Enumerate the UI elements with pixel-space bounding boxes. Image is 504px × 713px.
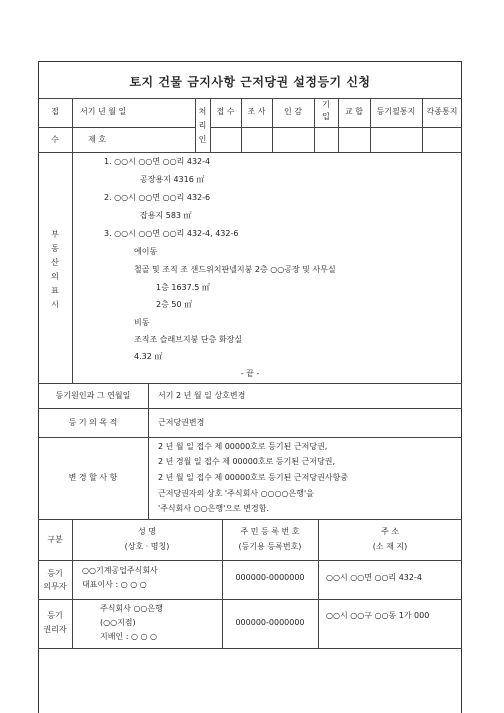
property-label-1: 부 <box>51 230 59 239</box>
rule <box>38 560 462 561</box>
property-line: 비동 <box>134 318 150 327</box>
obligee-label-2: 권리자 <box>43 625 67 634</box>
rule <box>210 98 211 152</box>
rule <box>72 152 73 383</box>
col-addr-1: 주 소 <box>381 527 399 536</box>
rule <box>38 383 462 384</box>
obligee-branch: (○○지점) <box>100 618 136 627</box>
rule <box>38 98 462 99</box>
property-line: 2. ○○시 ○○면 ○○리 432-6 <box>104 193 211 202</box>
rule <box>370 98 371 152</box>
obligor-name: ○○기계공업주식회사 <box>82 566 158 575</box>
header-completion-notice: 등기필통지 <box>376 107 416 116</box>
obligor-label-1: 등기 <box>47 569 63 578</box>
obligor-representative: 대표이사 : ○ ○ ○ <box>82 580 147 589</box>
obligee-manager: 지배인 : ○ ○ ○ <box>100 632 157 641</box>
rule <box>338 98 339 152</box>
col-id-1: 주 민 등 록 번 호 <box>240 527 300 536</box>
changes-line: '주식회사 ○○은행'으로 변경함. <box>158 504 269 513</box>
rule <box>222 519 223 648</box>
header-receipt: 접 수 <box>216 107 235 116</box>
cause-label: 등기원인과 그 연월일 <box>55 391 131 400</box>
purpose-value: 근저당권변경 <box>158 418 205 427</box>
processing-label-1: 처 <box>198 107 207 116</box>
purpose-label: 등 기 의 목 적 <box>68 418 118 427</box>
changes-line: 2 년 경월 일 접수 제 00000호로 등기된 근저당권, <box>158 457 336 466</box>
reception-label-bottom: 수 <box>51 135 59 144</box>
property-line: 에이동 <box>134 247 158 256</box>
col-name-2: (상호 · 명칭) <box>124 542 170 551</box>
form-title: 토지 건물 금지사항 근저당권 설정등기 신청 <box>129 75 371 89</box>
rule <box>38 648 462 649</box>
property-label-5: 표 <box>51 286 59 295</box>
rule <box>38 408 462 409</box>
property-line: 철골 및 조직 조 샌드위치판넬지붕 2층 ○○공장 및 사무실 <box>134 265 336 274</box>
rule <box>72 98 73 152</box>
obligee-name: 주식회사 ○○은행 <box>100 604 163 613</box>
processing-label-2: 리 <box>198 121 207 130</box>
header-entry-1: 기 <box>322 100 330 109</box>
reception-number: 제 호 <box>88 135 106 144</box>
changes-label: 변 경 할 사 항 <box>68 473 118 482</box>
rule <box>38 127 195 128</box>
cause-value: 서기 2 년 월 일 상호변경 <box>158 391 246 400</box>
property-line: 2층 50 ㎡ <box>156 300 193 309</box>
reception-label-top: 접 <box>51 107 59 116</box>
property-end-mark: - 끝 - <box>240 369 260 378</box>
header-entry-2: 입 <box>322 112 330 121</box>
obligee-label-1: 등기 <box>47 611 63 620</box>
obligor-label-2: 의무자 <box>43 582 67 591</box>
obligee-address: ○○시 ○○구 ○○동 1가 000 <box>326 611 430 620</box>
obligor-id: 000000-0000000 <box>235 573 305 582</box>
property-line: 조직조 슬래브지붕 단층 화장실 <box>134 335 243 344</box>
property-label-2: 동 <box>51 244 59 253</box>
rule <box>272 98 273 152</box>
reception-date: 서기 년 월 일 <box>80 107 127 116</box>
parties-header-label: 구분 <box>47 535 63 544</box>
property-line: 4.32 ㎡ <box>134 352 163 361</box>
rule <box>38 152 462 153</box>
property-label-4: 의 <box>51 272 59 281</box>
property-line: 1층 1637.5 ㎡ <box>156 283 210 292</box>
header-various-notice: 각종통지 <box>426 107 458 116</box>
changes-line: 2 년 월 일 접수 제 00000호로 등기된 근저당권, <box>158 442 328 451</box>
changes-line: 2 년 월 일 접수 제 00000호로 등기된 근저당권사항중 <box>158 473 348 482</box>
rule <box>72 519 73 648</box>
changes-line: 근저당권자의 상호 '주식회사 ○○○○은행'을 <box>158 489 314 498</box>
header-seal: 인 감 <box>284 107 302 116</box>
rule <box>38 437 462 438</box>
col-name-1: 성 명 <box>138 527 156 536</box>
rule <box>148 383 149 519</box>
obligor-address: ○○시 ○○면 ○○리 432-4 <box>326 573 422 582</box>
rule <box>241 98 242 152</box>
obligee-id: 000000-0000000 <box>235 618 305 627</box>
rule <box>422 98 423 152</box>
property-line: 잡용지 583 ㎡ <box>140 211 192 220</box>
header-inspect: 조 사 <box>247 107 266 116</box>
property-line: 공장용지 4316 ㎡ <box>140 175 205 184</box>
header-collation: 교 합 <box>345 107 363 116</box>
col-addr-2: (소 재 지) <box>372 542 408 551</box>
col-id-2: (등기용 등록번호) <box>238 542 302 551</box>
rule <box>38 599 462 600</box>
rule <box>210 127 462 128</box>
property-line: 1. ○○시 ○○면 ○○리 432-4 <box>104 157 211 166</box>
rule <box>318 519 319 648</box>
processing-label-3: 인 <box>198 135 207 144</box>
property-label-6: 시 <box>51 300 59 309</box>
property-label-3: 산 <box>51 258 59 267</box>
rule <box>38 519 462 520</box>
property-line: 3. ○○시 ○○면 ○○리 432-4, 432-6 <box>104 229 239 238</box>
